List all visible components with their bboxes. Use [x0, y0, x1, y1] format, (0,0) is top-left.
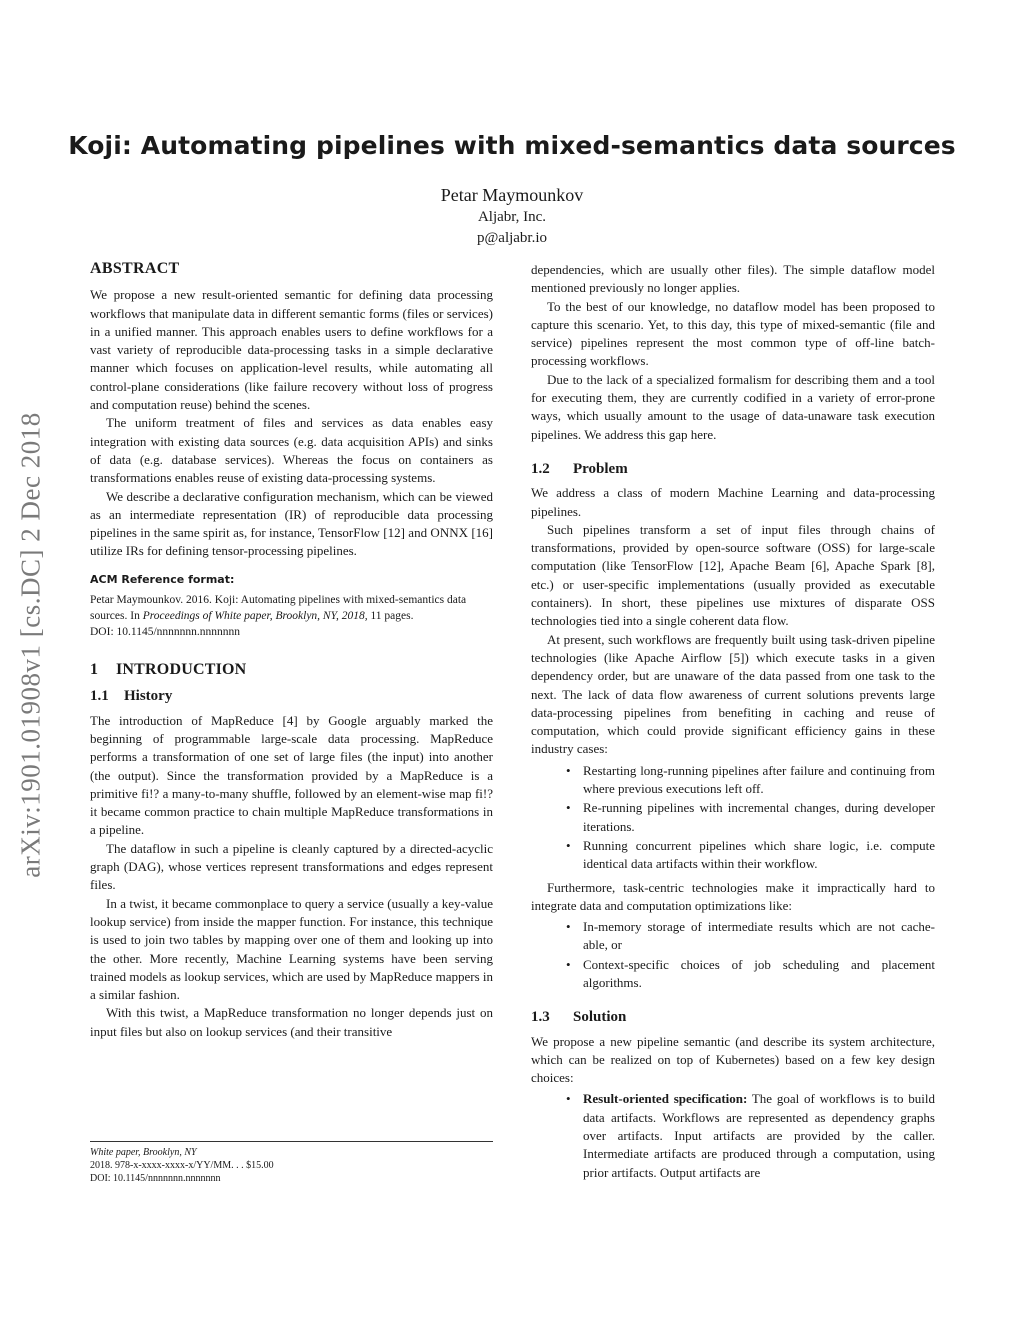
bullet-list — [531, 918, 935, 992]
footnote-doi: DOI: 10.1145/nnnnnnn.nnnnnnn — [90, 1173, 221, 1184]
arxiv-sidebar — [14, 360, 48, 930]
body-paragraph: Due to the lack of a specialized formalism for describing them and a tool for executing them, they are currently codified in a variety of error-prone ways, which usually amount to the usage of data-unaware task execution pipelines. We address this gap here. — [531, 371, 935, 442]
author-affiliation: Aljabr, Inc. — [477, 209, 547, 225]
list-item: • Re-running pipelines with incremental changes, during developer iterations. — [583, 799, 935, 836]
body-paragraph: To the best of our knowledge, no dataflow model has been proposed to capture this scenario. Yet, to this day, this type of mixed-semantic (file and service) pipelines represent the most common type of off-line batch-processing workflows. — [531, 298, 935, 369]
acm-reference-line: Petar Maymounkov. 2016. Koji: Automating pipelines with mixed-semantics data sources. In — [90, 594, 467, 623]
bullet-list — [531, 762, 935, 874]
acm-reference-heading: ACM Reference format: — [90, 572, 235, 586]
footnote-rule — [90, 1141, 493, 1142]
body-paragraph: In a twist, it became commonplace to query a service (usually a key-value lookup service) from inside the mapper function. For instance, this technique is used to join two tables by mapping over one of them and looking up into the other. More recently, Machine Learning systems have been serving trained models as lookup services, which are used by MapReduce mappers in a similar fashion. — [90, 895, 493, 1003]
footnote — [90, 1146, 493, 1185]
subsection-number: 1.1 — [90, 688, 109, 705]
author-name: Petar Maymounkov — [440, 185, 584, 205]
body-paragraph: Such pipelines transform a set of input files through chains of transformations, provided by open-source software (OSS) for large-scale computation (like TensorFlow [12], Apache Beam [6], Apache Spark [8], etc.) or user-specific implementations (usually provided as executable containers). In short, these pipelines use mixtures of disparate OSS technologies tied into a single coherent data flow. — [531, 521, 935, 629]
abstract-heading: ABSTRACT — [90, 260, 180, 277]
subsection-heading-problem — [531, 460, 935, 478]
subsection-title: Solution — [573, 1009, 627, 1026]
acm-reference-doi: DOI: 10.1145/nnnnnnn.nnnnnnn — [90, 626, 241, 639]
section-title: INTRODUCTION — [116, 661, 247, 679]
abstract-paragraph: The uniform treatment of files and services as data enables easy integration with existing data sources (e.g. data acquisition APIs) and sinks of data (e.g. database services). Whereas the focus on containers as transformations enables reuse of existing data-processing systems. — [90, 415, 493, 486]
abstract-paragraph: We propose a new result-oriented semantic for defining data processing workflows that manipulate data in different semantic forms (files or services) in a unified manner. This approach enables users to define workflows for a vast variety of reproducible data-processing tasks in a simple declarative manner which focuses on application-level results, while automating all control-plane considerations (like failure recovery without loss of progress and computation reuse) behind the scenes. — [90, 287, 493, 413]
list-item: • Running concurrent pipelines which share logic, i.e. compute identical data artifacts within their workflow. — [583, 837, 935, 874]
subsection-number: 1.2 — [531, 460, 550, 477]
bullet-list — [531, 1090, 935, 1181]
acm-reference-pages: 11 pages. — [367, 610, 414, 623]
acm-reference-text — [90, 592, 493, 640]
body-paragraph: The introduction of MapReduce [4] by Google arguably marked the beginning of programmable large-scale data processing. MapReduce performs a transformation of one set of large files (the input) into another (the output). Since the transformation provided by a MapReduce is a primitive fi!? a many-to-many shuffle, followed by an element-wise map fi!? it became common practice to chain multiple MapReduce transformations in a pipeline. — [90, 712, 493, 838]
subsection-title: History — [124, 688, 173, 705]
list-item: • In-memory storage of intermediate results which are not cache-able, or — [583, 918, 935, 955]
footnote-venue: White paper, Brooklyn, NY — [90, 1147, 197, 1158]
right-column — [531, 261, 935, 1187]
body-paragraph: dependencies, which are usually other files). The simple dataflow model mentioned previously no longer applies. — [531, 262, 935, 296]
body-paragraph: Furthermore, task-centric technologies make it impractically hard to integrate data and computation optimizations like: — [531, 879, 935, 913]
bullet-label: Result-oriented specification: — [583, 1091, 748, 1107]
abstract-paragraph: We describe a declarative configuration mechanism, which can be viewed as an intermediate representation (IR) of reproducible data processing pipelines in the same spirit as, for instance, TensorFlow [12] and ONNX [16] utilize IRs for defining tensor-processing pipelines. — [90, 488, 493, 559]
paper-title: Koji: Automating pipelines with mixed-semantics data sources — [68, 131, 956, 160]
left-column — [90, 260, 493, 1041]
body-paragraph: With this twist, a MapReduce transformation no longer depends just on input files but also on lookup services (and their transitive — [90, 1005, 493, 1039]
section-heading-introduction — [90, 661, 493, 679]
list-item — [583, 1090, 935, 1181]
body-paragraph: The dataflow in such a pipeline is cleanly captured by a directed-acyclic graph (DAG), whose vertices represent transformations and edges represent files. — [90, 840, 493, 893]
list-item: • Restarting long-running pipelines after failure and continuing from where previous executions left off. — [583, 762, 935, 799]
body-paragraph: We address a class of modern Machine Learning and data-processing pipelines. — [531, 485, 935, 519]
arxiv-identifier: arXiv:1901.01908v1 [cs.DC] 2 Dec 2018 — [15, 412, 46, 878]
body-paragraph: At present, such workflows are frequently built using task-driven pipeline technologies (like Apache Airflow [5]) which execute tasks in a given dependency order, but are unaware of the data passed from one task to the next. The lack of data flow awareness of current solutions prevents large data-processing pipelines from benefiting in caching and reuse of computation, which could provide significant efficiency gains in these industry cases: — [531, 631, 935, 757]
bullet-text: The goal of workflows is to build data artifacts. Workflows are represented as dependency graphs over artifacts. Input artifacts are provided by the caller. Intermediate artifacts are produced through a computation, using prior artifacts. Output artifacts are — [583, 1091, 935, 1180]
subsection-heading-history — [90, 687, 493, 705]
acm-reference-venue: Proceedings of White paper, Brooklyn, NY, 2018, — [142, 610, 368, 623]
body-paragraph: We propose a new pipeline semantic (and describe its system architecture, which can be realized on top of Kubernetes) based on a few key design choices: — [531, 1033, 935, 1086]
section-number: 1 — [90, 661, 99, 679]
subsection-title: Problem — [573, 460, 628, 477]
subsection-number: 1.3 — [531, 1009, 550, 1026]
list-item: • Context-specific choices of job scheduling and placement algorithms. — [583, 956, 935, 993]
footnote-isbn: 2018. 978-x-xxxx-xxxx-x/YY/MM. . . $15.00 — [90, 1160, 274, 1171]
subsection-heading-solution — [531, 1008, 935, 1026]
author-email: p@aljabr.io — [476, 230, 548, 246]
